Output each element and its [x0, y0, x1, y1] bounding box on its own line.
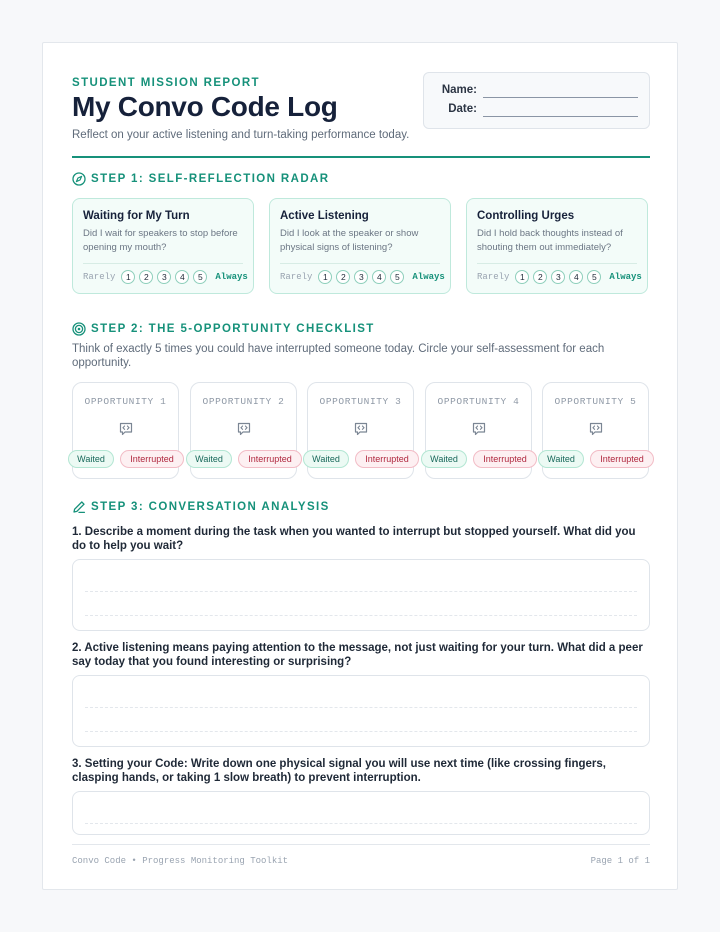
scale-low-label: Rarely	[83, 272, 116, 282]
interrupted-option[interactable]: Interrupted	[355, 450, 419, 468]
radar-card-title: Controlling Urges	[477, 210, 575, 222]
rating-option-3[interactable]: 3	[354, 270, 368, 284]
writing-line	[85, 591, 637, 592]
page-subtitle: Reflect on your active listening and turn-taking performance today.	[72, 129, 410, 141]
answer-box-3[interactable]	[72, 791, 650, 835]
writing-line	[85, 823, 637, 824]
date-label: Date:	[448, 103, 477, 115]
rating-option-3[interactable]: 3	[551, 270, 565, 284]
opportunity-label: OPPORTUNITY 4	[437, 396, 520, 407]
chat-code-icon	[353, 421, 369, 437]
scale-high-label: Always	[215, 272, 248, 282]
opportunity-card-4	[425, 382, 532, 479]
writing-line	[85, 707, 637, 708]
name-label: Name:	[441, 84, 477, 96]
interrupted-option[interactable]: Interrupted	[473, 450, 537, 468]
rating-option-4[interactable]: 4	[372, 270, 386, 284]
scale-low-label: Rarely	[477, 272, 510, 282]
step1-heading-text: STEP 1: SELF-REFLECTION RADAR	[91, 173, 330, 185]
name-row	[424, 84, 649, 100]
footer-page-number: Page 1 of 1	[590, 856, 650, 866]
radar-card-urges	[466, 198, 648, 294]
rating-option-5[interactable]: 5	[193, 270, 207, 284]
rating-option-1[interactable]: 1	[318, 270, 332, 284]
radar-card-listening	[269, 198, 451, 294]
radar-card-description: Did I hold back thoughts instead of shouting them out immediately?	[477, 228, 623, 253]
opportunity-label: OPPORTUNITY 5	[554, 396, 637, 407]
chat-code-icon	[236, 421, 252, 437]
answer-box-1[interactable]	[72, 559, 650, 631]
radar-card-divider	[280, 263, 440, 264]
waited-option[interactable]: Waited	[186, 450, 232, 468]
scale-low-label: Rarely	[280, 272, 313, 282]
target-icon	[72, 322, 86, 336]
interrupted-option[interactable]: Interrupted	[238, 450, 302, 468]
radar-card-description: Did I wait for speakers to stop before opening my mouth?	[83, 228, 238, 253]
chat-code-icon	[471, 421, 487, 437]
rating-option-5[interactable]: 5	[587, 270, 601, 284]
step2-heading-text: STEP 2: THE 5-OPPORTUNITY CHECKLIST	[91, 323, 375, 335]
radar-card-divider	[477, 263, 637, 264]
scale-high-label: Always	[412, 272, 445, 282]
opportunity-label: OPPORTUNITY 3	[319, 396, 402, 407]
writing-line	[85, 731, 637, 732]
question-2: 2. Active listening means paying attention to the message, not just waiting for your turn. What did a peer say today that you found interesting or surprising?	[72, 642, 643, 668]
step2-instructions: Think of exactly 5 times you could have interrupted someone today. Circle your self-assessment for each opportunity.	[72, 343, 605, 369]
chat-code-icon	[588, 421, 604, 437]
waited-option[interactable]: Waited	[303, 450, 349, 468]
page-title: My Convo Code Log	[72, 91, 338, 122]
rating-option-1[interactable]: 1	[121, 270, 135, 284]
name-date-box	[423, 72, 650, 129]
opportunity-card-1	[72, 382, 179, 479]
step1-heading	[72, 170, 329, 188]
rating-option-2[interactable]: 2	[336, 270, 350, 284]
rating-scale	[477, 270, 642, 284]
interrupted-option[interactable]: Interrupted	[590, 450, 654, 468]
date-field[interactable]	[483, 116, 638, 117]
header-divider	[72, 156, 650, 158]
rating-option-3[interactable]: 3	[157, 270, 171, 284]
rating-option-1[interactable]: 1	[515, 270, 529, 284]
step2-heading	[72, 320, 375, 338]
opportunity-card-5	[542, 382, 649, 479]
rating-option-2[interactable]: 2	[533, 270, 547, 284]
rating-option-2[interactable]: 2	[139, 270, 153, 284]
answer-box-2[interactable]	[72, 675, 650, 747]
rating-option-5[interactable]: 5	[390, 270, 404, 284]
waited-option[interactable]: Waited	[538, 450, 584, 468]
compass-icon	[72, 172, 86, 186]
radar-card-title: Waiting for My Turn	[83, 210, 190, 222]
waited-option[interactable]: Waited	[421, 450, 467, 468]
step3-heading-text: STEP 3: CONVERSATION ANALYSIS	[91, 501, 330, 513]
rating-scale	[83, 270, 248, 284]
name-field[interactable]	[483, 97, 638, 98]
opportunity-label: OPPORTUNITY 1	[84, 396, 167, 407]
date-row	[424, 103, 649, 119]
rating-scale	[280, 270, 445, 284]
opportunity-label: OPPORTUNITY 2	[202, 396, 285, 407]
interrupted-option[interactable]: Interrupted	[120, 450, 184, 468]
question-1: 1. Describe a moment during the task when you wanted to interrupt but stopped yourself. What did you do to help you wait?	[72, 526, 636, 552]
worksheet-page	[42, 42, 678, 890]
rating-option-4[interactable]: 4	[569, 270, 583, 284]
radar-card-description: Did I look at the speaker or show physical signs of listening?	[280, 228, 419, 253]
opportunity-card-3	[307, 382, 414, 479]
radar-card-waiting	[72, 198, 254, 294]
radar-card-divider	[83, 263, 243, 264]
radar-card-title: Active Listening	[280, 210, 369, 222]
scale-high-label: Always	[609, 272, 642, 282]
waited-option[interactable]: Waited	[68, 450, 114, 468]
rating-option-4[interactable]: 4	[175, 270, 189, 284]
writing-line	[85, 615, 637, 616]
opportunity-card-2	[190, 382, 297, 479]
chat-code-icon	[118, 421, 134, 437]
step3-heading	[72, 498, 330, 516]
report-kicker: STUDENT MISSION REPORT	[72, 77, 260, 89]
pencil-icon	[72, 500, 86, 514]
footer-toolkit-label: Convo Code • Progress Monitoring Toolkit	[72, 856, 289, 866]
question-3: 3. Setting your Code: Write down one physical signal you will use next time (like crossing fingers, clasping hands, or taking 1 slow breath) to prevent interruption.	[72, 758, 607, 784]
footer-divider	[72, 844, 650, 845]
